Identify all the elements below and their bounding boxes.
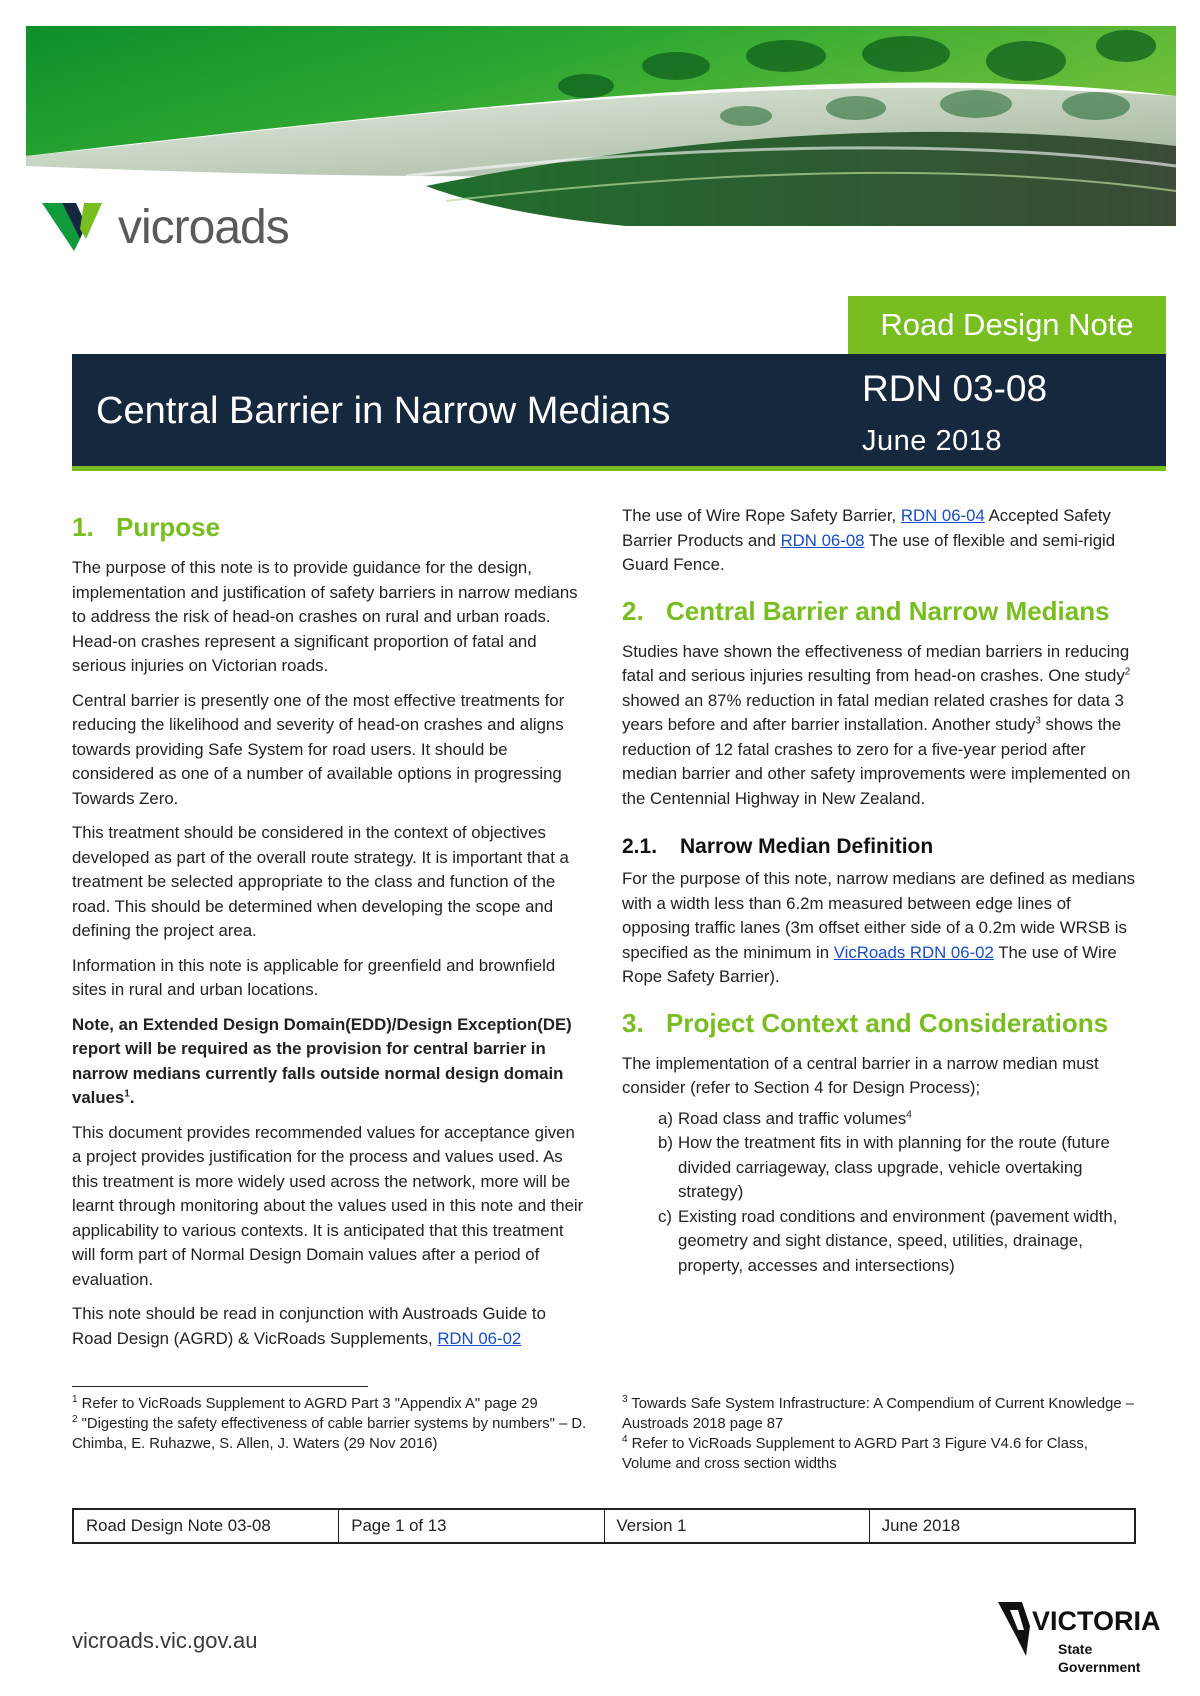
paragraph [72,1302,586,1351]
logo-wordmark: vicroads [118,200,289,254]
footer-doc-name: Road Design Note 03-08 [74,1510,339,1542]
footnote-text: Towards Safe System Infrastructure: A Compendium of Current Knowledge – Austroads 2018 page 87 [622,1396,1134,1432]
vicroads-mark-icon [40,199,110,255]
vicroads-rdn-06-02-link[interactable]: VicRoads RDN 06-02 [833,942,994,962]
vic-logo-text: VICTORIA [1032,1606,1161,1636]
paragraph: This document provides recommended values for acceptance given a project provides justification for the process and values used. As this treatment is more widely used across the network, more will be learnt through monitoring about the values used in this note and their applicability to various contexts. It is anticipated that this treatment will form part of Normal Design Domain values after a period of evaluation. [72,1122,584,1289]
list-item [622,1205,1136,1279]
rdn-06-02-link[interactable]: RDN 06-02 [437,1328,522,1348]
paragraph: Information in this note is applicable for greenfield and brownfield sites in rural and urban locations. [72,955,556,999]
section-heading-project-context [622,1004,1136,1042]
footnote-text: Refer to VicRoads Supplement to AGRD Part 3 Figure V4.6 for Class, Volume and cross section widths [622,1436,1088,1472]
rdn-06-08-link[interactable]: RDN 06-08 [780,530,865,550]
list-marker: a) [658,1108,673,1128]
footer-version: Version 1 [605,1510,870,1542]
section-number: 3. [622,1007,644,1038]
list-item [622,1131,1136,1205]
footnote-ref[interactable]: 3 [1035,715,1041,727]
footnote-4 [622,1434,1136,1474]
paragraph: This treatment should be considered in the context of objectives developed as part of the overall route strategy. It is important that a treatment be selected appropriate to the class and function of the road. This should be determined when developing the scope and defining the project area. [72,823,569,940]
site-url[interactable]: vicroads.vic.gov.au [72,1628,258,1653]
footnote-ref[interactable]: 2 [1124,666,1131,678]
footer-page-number: Page 1 of 13 [339,1510,604,1542]
footnote-number: 3 [622,1394,628,1406]
victoria-government-logo [996,1596,1161,1682]
vic-logo-sub2: Government [1058,1659,1141,1675]
footnotes-right [622,1394,1136,1474]
vicroads-logo [40,196,289,258]
paragraph [622,504,1136,578]
paragraph: The purpose of this note is to provide guidance for the design, implementation and justification of safety barriers in narrow medians to address the risk of head-on crashes on rural and urban roads. Head-on crashes represent a significant proportion of fatal and serious injuries on Victorian roads. [72,558,578,675]
edd-note-paragraph [72,1013,586,1111]
rdn-06-04-link[interactable]: RDN 06-04 [900,506,985,525]
paragraph-text: The use of flexible and semi-rigid Guard Fence. [622,530,1116,574]
document-type-tab: Road Design Note [848,296,1166,354]
section-number: 1. [72,512,94,542]
list-marker: c) [658,1206,672,1226]
section-title: Purpose [116,512,221,542]
paragraph-text: Accepted Safety Barrier Products and [622,506,1111,550]
footnote-divider [72,1386,368,1387]
footnote-ref[interactable]: 4 [906,1108,912,1120]
footer-date: June 2018 [881,1516,961,1535]
title-band-accent [72,466,1166,471]
list-item [622,1107,1136,1132]
section-heading-central-barrier [622,592,1136,630]
footnote-number: 1 [72,1394,78,1406]
subsection-title: Narrow Median Definition [680,835,934,858]
paragraph-text: Studies have shown the effectiveness of median barriers in reducing fatal and serious injuries resulting from head-on crashes. One study [622,641,1130,685]
paragraph-text: For the purpose of this note, narrow medians are defined as medians with a width less than 6.2m measured between edge lines of opposing traffic lanes (3m offset either side of a 0.2m wide WRSB is specified as the minimum in [622,869,1136,962]
paragraph [622,640,1136,812]
section-title: Project Context and Considerations [666,1007,1109,1038]
paragraph-text: shows the reduction of 12 fatal crashes to zero for a five-year period after median barrier and other safety improvements were implemented on the Centennial Highway in New Zealand. [622,715,1131,808]
page-title: Central Barrier in Narrow Medians [96,390,671,432]
footnote-1 [72,1394,592,1414]
paragraph-text: This note should be read in conjunction with Austroads Guide to Road Design (AGRD) & VicRoads Supplements, [72,1304,546,1348]
footnote-2 [72,1414,592,1454]
list-item-text: How the treatment fits in with planning for the route (future divided carriageway, class upgrade, vehicle overtaking strategy) [678,1133,1110,1201]
paragraph: The implementation of a central barrier in a narrow median must consider (refer to Section 4 for Design Process); [622,1053,1099,1097]
section-number: 2. [622,595,644,626]
paragraph [622,867,1136,990]
section-heading-purpose [72,508,586,546]
considerations-list [622,1107,1136,1279]
footnote-number: 2 [72,1414,78,1426]
section-title: Central Barrier and Narrow Medians [666,595,1110,626]
edd-note-text: Note, an Extended Design Domain(EDD)/Design Exception(DE) report will be required as the provision for central barrier in narrow medians currently falls outside normal design domain values [72,1014,572,1107]
document-number: RDN 03-08 [862,368,1048,409]
footnote-ref[interactable]: 1 [124,1088,130,1100]
footnote-text: Refer to VicRoads Supplement to AGRD Part 3 "Appendix A" page 29 [77,1396,538,1412]
paragraph: Central barrier is presently one of the most effective treatments for reducing the likelihood and severity of head-on crashes and aligns towards providing Safe System for road users. It should be considered as one of a number of available options in progressing Towards Zero. [72,690,565,808]
subsection-heading-narrow-median [622,833,1136,861]
paragraph-text: showed an 87% reduction in fatal median related crashes for data 3 years before and after barrier installation. Another study [622,690,1124,734]
footnotes-left [72,1394,592,1454]
footer-info-table [72,1508,1136,1544]
right-column [622,504,1136,1278]
edd-note-end: . [129,1088,135,1107]
footnote-text: "Digesting the safety effectiveness of cable barrier systems by numbers" – D. Chimba, E. Ruhazwe, S. Allen, J. Waters (29 Nov 2016) [72,1416,587,1452]
list-marker: b) [658,1133,673,1152]
vic-logo-sub1: State [1058,1641,1093,1657]
document-date: June 2018 [862,425,1002,457]
left-column [72,508,586,1361]
list-item-text: Existing road conditions and environment (pavement width, geometry and sight distance, speed, utilities, drainage, property, accesses and intersections) [678,1206,1118,1275]
subsection-number: 2.1. [622,835,658,858]
list-item-text: Road class and traffic volumes [678,1108,907,1128]
footnote-3 [622,1394,1136,1434]
footnote-number: 4 [622,1434,628,1446]
paragraph-text: The use of Wire Rope Safety Barrier, [622,506,901,525]
paragraph-text: The use of Wire Rope Safety Barrier). [622,942,1117,986]
